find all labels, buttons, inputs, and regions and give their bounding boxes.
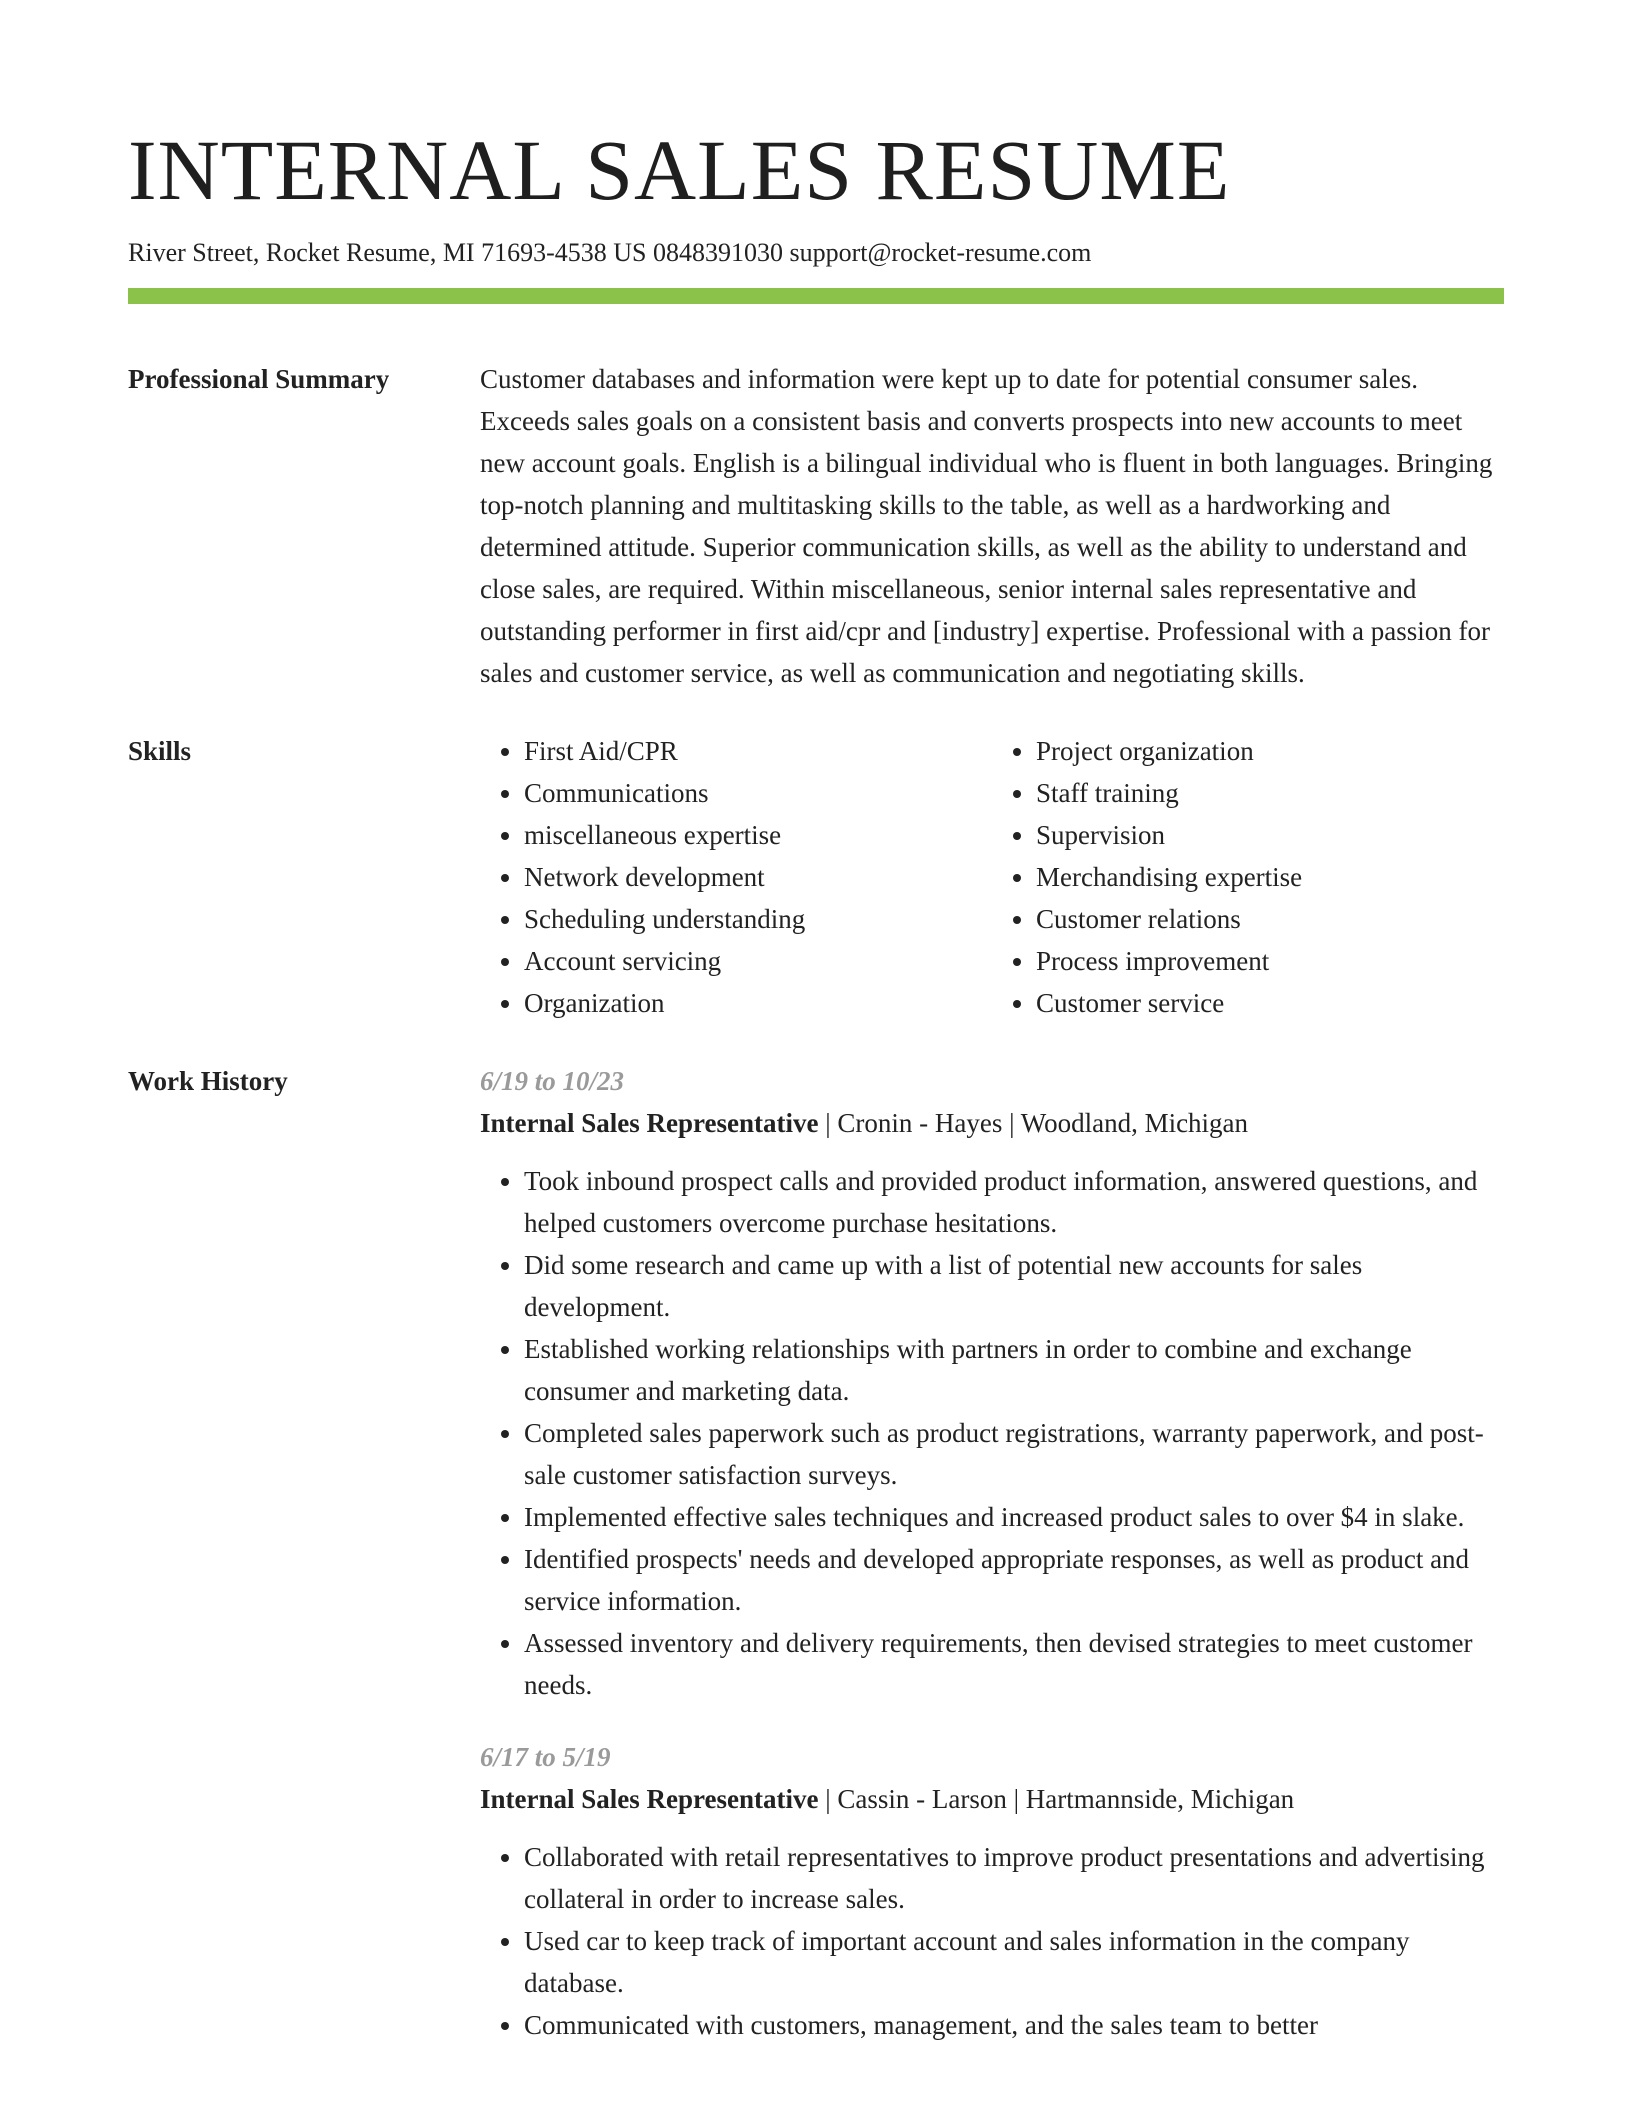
professional-summary-section (128, 358, 1504, 694)
job-title: Internal Sales Representative (480, 1108, 819, 1138)
job-bullet: • Completed sales paperwork such as product registrations, warranty paperwork, and post-sale customer satisfaction surveys. (524, 1412, 1504, 1496)
job-entry (480, 1736, 1504, 2046)
job-dates: 6/17 to 5/19 (480, 1742, 611, 1772)
job-bullet: • Did some research and came up with a list of potential new accounts for sales development. (524, 1244, 1504, 1328)
skills-section (128, 730, 1504, 1024)
section-label-skills: Skills (128, 736, 192, 766)
job-bullet: • Assessed inventory and delivery requirements, then devised strategies to meet customer needs. (524, 1622, 1504, 1706)
resume-page (128, 120, 1504, 2076)
skills-list-left (480, 730, 992, 1024)
job-bullet: • Communicated with customers, management, and the sales team to better (524, 2004, 1504, 2046)
skill-item: • miscellaneous expertise (524, 814, 992, 856)
job-dates: 6/19 to 10/23 (480, 1066, 625, 1096)
job-header (480, 1778, 1504, 1820)
work-history-section (128, 1060, 1504, 2076)
skills-body (480, 730, 1504, 1024)
skill-item: • Project organization (1036, 730, 1504, 772)
section-label-summary: Professional Summary (128, 364, 390, 394)
job-bullet: • Established working relationships with partners in order to combine and exchange consumer and marketing data. (524, 1328, 1504, 1412)
skill-item: • Organization (524, 982, 992, 1024)
job-bullet: • Used car to keep track of important account and sales information in the company database. (524, 1920, 1504, 2004)
skills-columns (480, 730, 1504, 1024)
job-title: Internal Sales Representative (480, 1784, 819, 1814)
skill-item: • Communications (524, 772, 992, 814)
job-entry (480, 1060, 1504, 1706)
page-title: INTERNAL SALES RESUME (128, 122, 1231, 218)
job-bullet: • Collaborated with retail representatives to improve product presentations and advertising collateral in order to increase sales. (524, 1836, 1504, 1920)
contact-line: River Street, Rocket Resume, MI 71693-4538 US 0848391030 support@rocket-resume.com (128, 238, 1092, 267)
job-bullet: • Identified prospects' needs and developed appropriate responses, as well as product and service information. (524, 1538, 1504, 1622)
job-header (480, 1102, 1504, 1144)
job-employer-location: | Cassin - Larson | Hartmannside, Michigan (818, 1784, 1295, 1814)
skill-item: • Process improvement (1036, 940, 1504, 982)
skill-item: • Supervision (1036, 814, 1504, 856)
job-bullet-list (480, 1836, 1504, 2046)
summary-text: Customer databases and information were kept up to date for potential consumer sales. Exceeds sales goals on a consistent basis and converts prospects into new accounts to meet new account goals. English is a bilingual individual who is fluent in both languages. Bringing top-notch planning and multitasking skills to the table, as well as a hardworking and determined attitude. Superior communication skills, as well as the ability to understand and close sales, are required. Within miscellaneous, senior internal sales representative and outstanding performer in first aid/cpr and [industry] expertise. Professional with a passion for sales and customer service, as well as communication and negotiating skills. (480, 364, 1493, 688)
accent-divider (128, 288, 1504, 304)
skill-item: • Scheduling understanding (524, 898, 992, 940)
skill-item: • Staff training (1036, 772, 1504, 814)
job-bullet: • Took inbound prospect calls and provided product information, answered questions, and helped customers overcome purchase hesitations. (524, 1160, 1504, 1244)
skill-item: • Network development (524, 856, 992, 898)
skill-item: • Customer relations (1036, 898, 1504, 940)
skill-item: • Customer service (1036, 982, 1504, 1024)
job-bullet: • Implemented effective sales techniques and increased product sales to over $4 in slake. (524, 1496, 1504, 1538)
skill-item: • Merchandising expertise (1036, 856, 1504, 898)
work-history-body (480, 1060, 1504, 2076)
summary-body (480, 358, 1504, 694)
skill-item: • Account servicing (524, 940, 992, 982)
skill-item: • First Aid/CPR (524, 730, 992, 772)
job-employer-location: | Cronin - Hayes | Woodland, Michigan (818, 1108, 1249, 1138)
job-bullet-list (480, 1160, 1504, 1706)
skills-list-right (992, 730, 1504, 1024)
section-label-work-history: Work History (128, 1066, 288, 1096)
